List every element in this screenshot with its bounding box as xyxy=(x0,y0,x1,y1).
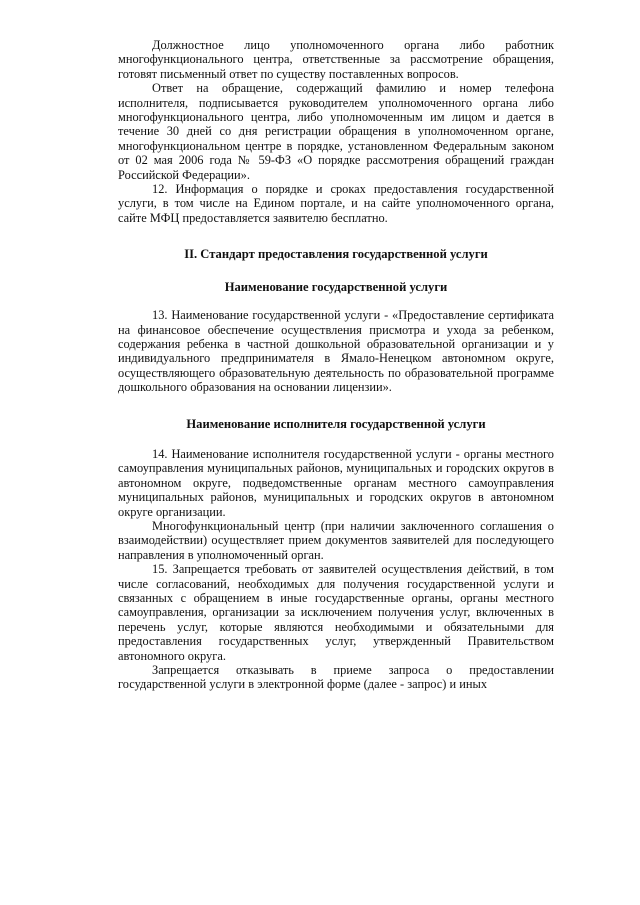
paragraph-mfc: Многофункциональный центр (при наличии заключенного соглашения о взаимодействии) осуществляет прием документов заявителей для последующего направления в уполномоченный орган. xyxy=(118,518,554,562)
paragraph-item-12: 12. Информация о порядке и сроках предоставления государственной услуги, в том числе на Едином портале, и на сайте уполномоченного органа, сайте МФЦ предоставляется заявителю бесплатно. xyxy=(118,182,554,225)
paragraph-item-14: 14. Наименование исполнителя государственной услуги - органы местного самоуправления муниципальных районов, муниципальных и городских округов в автономном округе, подведомственные органам местного самоуправления муниципальных районов, муниципальных и городских округов в автономном округе организации. xyxy=(118,446,554,519)
paragraph-refusal-prohibition: Запрещается отказывать в приеме запроса о предоставлении государственной услуги в электронной форме (далее - запрос) и иных xyxy=(118,663,554,692)
subheading-service-name: Наименование государственной услуги xyxy=(224,279,448,294)
subheading-service-executor: Наименование исполнителя государственной услуги xyxy=(186,416,486,431)
section-heading-standard: II. Стандарт предоставления государственной услуги xyxy=(184,247,488,262)
paragraph-response-preparation: Должностное лицо уполномоченного органа либо работник многофункционального центра, ответственные за рассмотрение обращения, готовят письменный ответ по существу поставленных вопросов. xyxy=(118,38,554,81)
paragraph-response-signing: Ответ на обращение, содержащий фамилию и номер телефона исполнителя, подписывается руководителем уполномоченного органа либо многофункционального центра, либо уполномоченным им лицом и дается в течение 30 дней со дня регистрации обращения в уполномоченном органе, многофункциональном центре в порядке, установленном Федеральным законом от 02 мая 2006 года № 59-ФЗ «О порядке рассмотрения обращений граждан Российской Федерации». xyxy=(118,81,554,182)
document-body xyxy=(118,38,554,692)
paragraph-item-15: 15. Запрещается требовать от заявителей осуществления действий, в том числе согласований, необходимых для получения государственной услуги и связанных с обращением в иные государственные органы, органы местного самоуправления, организации за исключением получения услуг, включенных в перечень услуг, которые являются необходимыми и обязательными для предоставления государственных услуг, утвержденный Правительством автономного округа. xyxy=(118,562,554,663)
paragraph-item-13: 13. Наименование государственной услуги - «Предоставление сертификата на финансовое обеспечение осуществления присмотра и ухода за ребенком, содержания ребенка в частной дошкольной образовательной организации и у индивидуального предпринимателя в Ямало-Ненецком автономном округе, осуществляющего образовательную деятельность по образовательной программе дошкольного образования на основании лицензии». xyxy=(118,308,554,395)
